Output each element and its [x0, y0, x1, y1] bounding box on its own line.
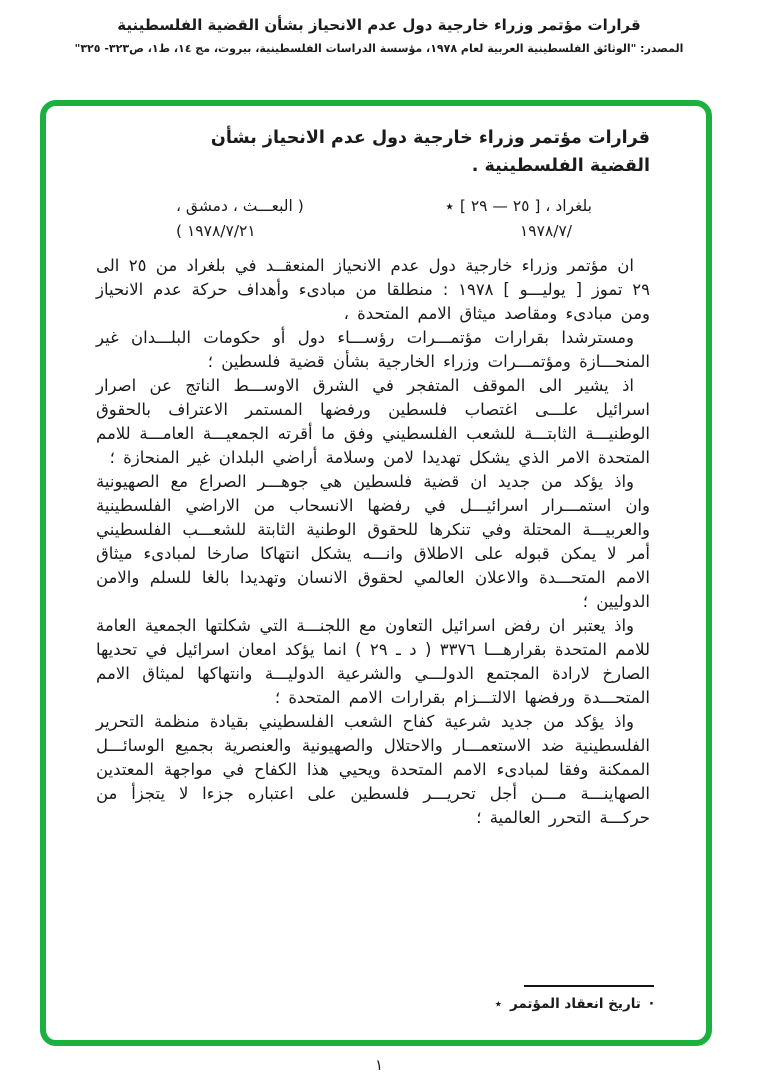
dateline-place-dates: بلغراد ، [ ٢٥ — ٢٩ ]٭	[445, 197, 592, 215]
dateline-newspaper: ( البعـــث ، دمشق ،	[176, 197, 304, 215]
footnote-period: ·	[648, 996, 654, 1012]
dateline-row-1	[176, 194, 592, 219]
footnote-asterisk-icon: ٭	[445, 197, 454, 215]
paragraph-guided-by: ومسترشدا بقرارات مؤتمـــرات رؤســـاء دول أو حكومات البلـــدان غير المنحـــازة ومؤتمـــرات وزراء الخارجية بشأن قضية فلسطين ؛	[96, 328, 650, 371]
source-citation: المصدر: "الوثائق الفلسطينية العربية لعام ١٩٧٨، مؤسسة الدراسات الفلسطينية، بيروت، مج ١٤، ط١، ص٣٢٣- ٣٢٥"	[74, 42, 684, 55]
footnote-text: تاريخ انعقاد المؤتمر	[509, 996, 641, 1012]
dateline-block	[176, 194, 592, 244]
footnote-line	[495, 996, 654, 1012]
paragraph-core-of-conflict: واذ يؤكد من جديد ان قضية فلسطين هي جوهـــر الصراع مع الصهيونية وان استمـــرار اسرائيـــل في رفضها الانسحاب من الاراضي الفلسطينية والعربيـــة المحتلة وفي تنكرها للحقوق الوطنية الثابتة للشعـــب الفلسطيني أمر لا يمكن قبوله على الاطلاق وانـــه يشكل انتهاكا صارخا لمبادىء ميثاق الامم المتحـــدة والاعلان العالمي لحقوق الانسان وتهديدا بالغا للسلم والامن الدوليين ؛	[96, 472, 650, 611]
page-title: قرارات مؤتمر وزراء خارجية دول عدم الانحياز بشأن القضية الفلسطينية	[117, 16, 641, 34]
paragraph-legitimacy-struggle: واذ يؤكد من جديد شرعية كفاح الشعب الفلسطيني بقيادة منظمة التحرير الفلسطينية ضد الاستعمـــار والاحتلال والصهيونية والعنصرية بجميع الوسائـــل الممكنة وفقا لمبادىء الامم المتحدة ويحيي هذا الكفاح في مواجهة المعتدين الصهاينـــة مـــن أجل تحريـــر فلسطين على اعتباره جزءا لا يتجزأ من حركـــة التحرر العالمية ؛	[96, 712, 650, 827]
dateline-year: ١٩٧٨/٧/	[519, 222, 572, 240]
document-title: قرارات مؤتمر وزراء خارجية دول عدم الانحياز بشأن القضية الفلسطينية .	[210, 128, 650, 176]
paragraph-preamble: ان مؤتمر وزراء خارجية دول عدم الانحياز المنعقــد في بلغراد من ٢٥ الى ٢٩ تموز [ يوليـــو ] ١٩٧٨ : منطلقا من مبادىء وأهداف حركة عدم الانحياز ومن مبادىء ومقاصد ميثاق الامم المتحدة ،	[96, 256, 651, 323]
page-number: ١	[374, 1056, 384, 1074]
resolution-text	[96, 254, 650, 830]
paragraph-refusal-cooperation: واذ يعتبر ان رفض اسرائيل التعاون مع اللجنـــة التي شكلتها الجمعية العامة للامم المتحدة بقرارهـــا ٣٣٧٦ ( د ـ ٢٩ ) انما يؤكد امعان اسرائيل في تحديها الصارخ لارادة المجتمع الدولـــي والشرعية الدوليـــة وانتهاكها لميثاق الامم المتحـــدة ورفضها الالتـــزام بقرارات الامم المتحدة ؛	[96, 616, 650, 707]
paragraph-explosive-situation: اذ يشير الى الموقف المتفجر في الشرق الاوســـط الناتج عن اصرار اسرائيل علـــى اغتصاب فلسطين ورفضها المستمر الاعتراف بالحقوق الوطنيـــة الثابتـــة للشعب الفلسطيني وفق ما أقرته الجمعيـــة العامـــة للامم المتحدة الامر الذي يشكل تهديدا لامن وسلامة أراضي البلدان غير المنحازة ؛	[96, 376, 650, 467]
page-header	[0, 16, 758, 55]
footnote-marker-icon: ٭	[494, 996, 502, 1012]
footnote	[495, 985, 654, 1012]
dateline-row-2	[176, 219, 592, 244]
document-page	[0, 16, 758, 1078]
footnote-divider	[524, 985, 654, 987]
dateline-issue-date: ١٩٧٨/٧/٢١ )	[176, 222, 256, 240]
highlight-border-box	[40, 100, 712, 1046]
document-body	[46, 106, 706, 1040]
